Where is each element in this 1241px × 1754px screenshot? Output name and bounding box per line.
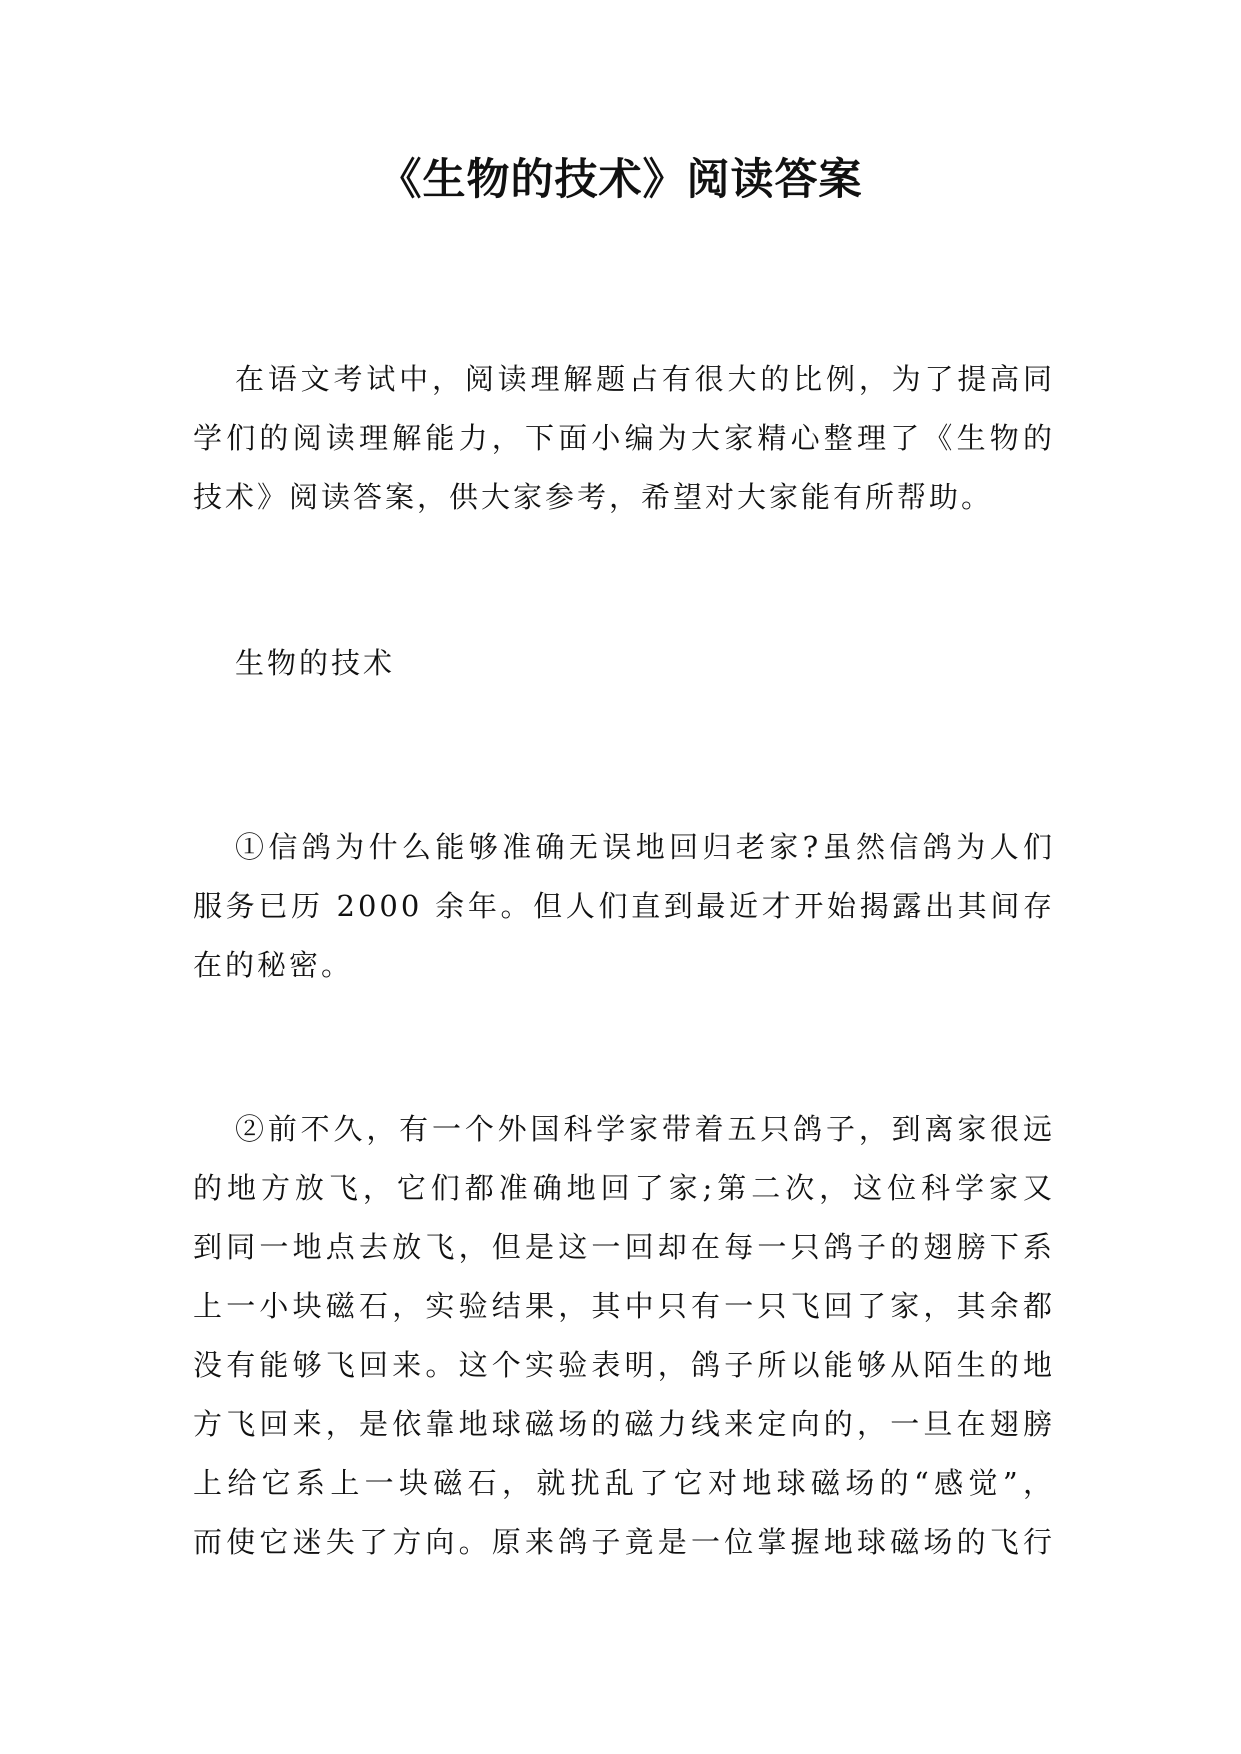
paragraph-line: ②前不久，有一个外国科学家带着五只鸽子，到离家很远 xyxy=(235,1112,1055,1146)
intro-line: 技术》阅读答案，供大家参考，希望对大家能有所帮助。 xyxy=(193,480,994,514)
paragraph-line: 到同一地点去放飞，但是这一回却在每一只鸽子的翅膀下系 xyxy=(193,1230,1055,1264)
paragraph-line: 服务已历 2000 余年。但人们直到最近才开始揭露出其间存 xyxy=(193,889,1055,923)
document-title: 《生物的技术》阅读答案 xyxy=(378,155,863,205)
paragraph-line: 上给它系上一块磁石，就扰乱了它对地球磁场的“感觉”， xyxy=(193,1466,1055,1500)
paragraph-line: 上一小块磁石，实验结果，其中只有一只飞回了家，其余都 xyxy=(193,1289,1055,1323)
section-heading: 生物的技术 xyxy=(235,646,396,680)
paragraph-line: 在的秘密。 xyxy=(193,948,354,982)
intro-line: 学们的阅读理解能力，下面小编为大家精心整理了《生物的 xyxy=(193,421,1055,455)
paragraph-line: 的地方放飞，它们都准确地回了家;第二次，这位科学家又 xyxy=(193,1171,1055,1205)
paragraph-1 xyxy=(193,818,1055,995)
paragraph-line: ①信鸽为什么能够准确无误地回归老家?虽然信鸽为人们 xyxy=(235,830,1055,864)
paragraph-line: 没有能够飞回来。这个实验表明，鸽子所以能够从陌生的地 xyxy=(193,1348,1055,1382)
intro-paragraph xyxy=(193,350,1055,527)
intro-line: 在语文考试中，阅读理解题占有很大的比例，为了提高同 xyxy=(235,362,1055,396)
paragraph-2 xyxy=(193,1100,1055,1572)
paragraph-line: 方飞回来，是依靠地球磁场的磁力线来定向的，一旦在翅膀 xyxy=(193,1407,1055,1441)
paragraph-line: 而使它迷失了方向。原来鸽子竟是一位掌握地球磁场的飞行 xyxy=(193,1525,1055,1559)
